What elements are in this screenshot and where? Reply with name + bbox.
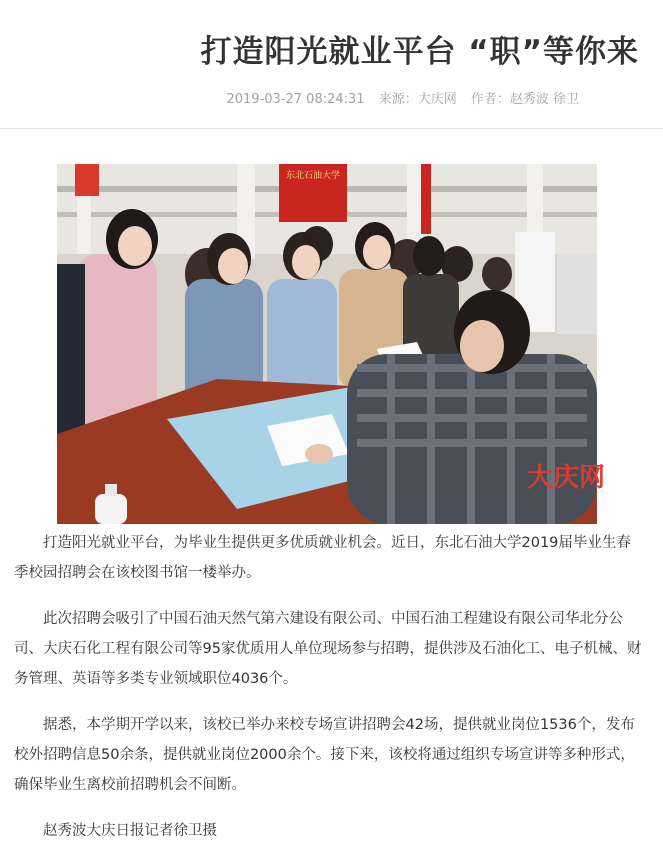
article-photo <box>57 164 606 524</box>
photo-watermark: 大庆网 <box>527 463 606 493</box>
article-author: 作者：赵秀波 徐卫 <box>470 92 579 107</box>
article-paragraph: 打造阳光就业平台，为毕业生提供更多优质就业机会。近日，东北石油大学2019届毕业生春季校园招聘会在该校图书馆一楼举办。 <box>14 535 631 581</box>
publish-datetime: 2019-03-27 08:24:31 <box>226 92 365 107</box>
article-paragraph: 据悉，本学期开学以来，该校已举办来校专场宣讲招聘会42场，提供就业岗位1536个，发布校外招聘信息50余条，提供就业岗位2000余个。接下来，该校将通过组织专场宣讲等多种形式，确保毕业生离校前招聘机会不间断。 <box>14 717 635 793</box>
article-title: 打造阳光就业平台 “职”等你来 <box>200 34 639 70</box>
article-body <box>14 528 644 862</box>
photo-credit: 赵秀波大庆日报记者徐卫摄 <box>43 823 217 839</box>
article-paragraph: 此次招聘会吸引了中国石油天然气第六建设有限公司、中国石油工程建设有限公司华北分公司、大庆石化工程有限公司等95家优质用人单位现场参与招聘，提供涉及石油化工、电子机械、财务管理、英语等多类专业领域职位4036个。 <box>14 611 642 687</box>
banner-text: 东北石油大学 <box>285 171 341 181</box>
article-source: 来源：大庆网 <box>378 92 457 107</box>
article-meta <box>226 88 579 107</box>
article-header <box>0 0 663 129</box>
